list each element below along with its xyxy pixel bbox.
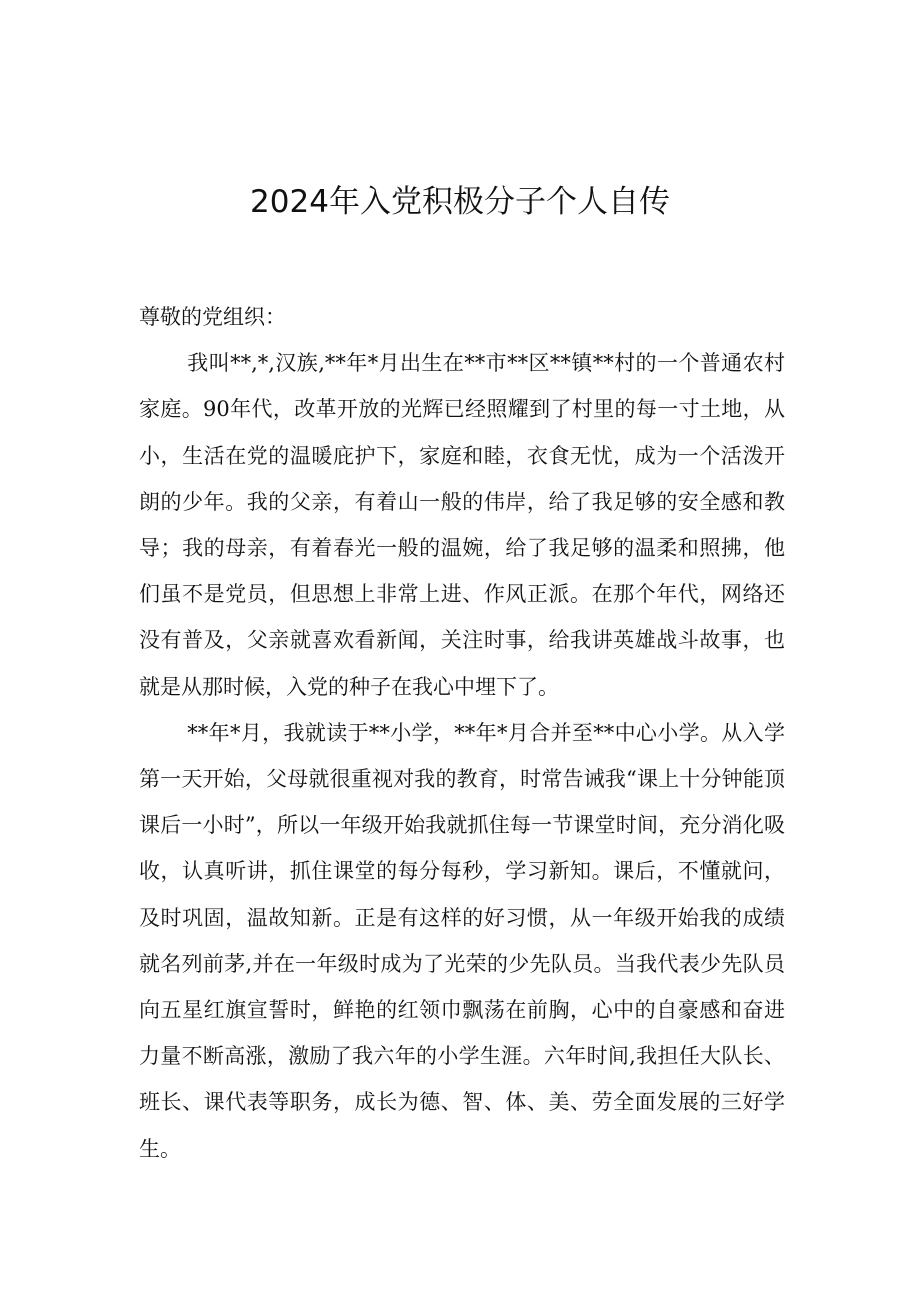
paragraph-family-background: 我叫**,*,汉族,**年*月出生在**市**区**镇**村的一个普通农村家庭。90年代，改革开放的光辉已经照耀到了村里的每一寸土地，从小，生活在党的温暖庇护下，家庭和睦，衣食无忧，成为一个活泼开朗的少年。我的父亲，有着山一般的伟岸，给了我足够的安全感和教导；我的母亲，有着春光一般的温婉，给了我足够的温柔和照拂，他们虽不是党员，但思想上非常上进、作风正派。在那个年代，网络还没有普及，父亲就喜欢看新闻，关注时事，给我讲英雄战斗故事，也就是从那时候，入党的种子在我心中埋下了。 <box>139 351 785 699</box>
document-title: 2024年入党积极分子个人自传 <box>250 184 670 220</box>
document-body <box>139 294 785 1172</box>
salutation: 尊敬的党组织： <box>139 305 286 329</box>
paragraph-primary-school: **年*月，我就读于**小学，**年*月合并至**中心小学。从入学第一天开始，父母就很重视对我的教育，时常告诫我“课上十分钟能顶课后一小时”，所以一年级开始我就抓住每一节课堂时间，充分消化吸收，认真听讲，抓住课堂的每分每秒，学习新知。课后，不懂就问，及时巩固，温故知新。正是有这样的好习惯，从一年级开始我的成绩就名列前茅,并在一年级时成为了光荣的少先队员。当我代表少先队员向五星红旗宣誓时，鲜艳的红领巾飘荡在前胸，心中的自豪感和奋进力量不断高涨，激励了我六年的小学生涯。六年时间,我担任大队长、班长、课代表等职务，成长为德、智、体、美、劳全面发展的三好学生。 <box>139 720 785 1161</box>
